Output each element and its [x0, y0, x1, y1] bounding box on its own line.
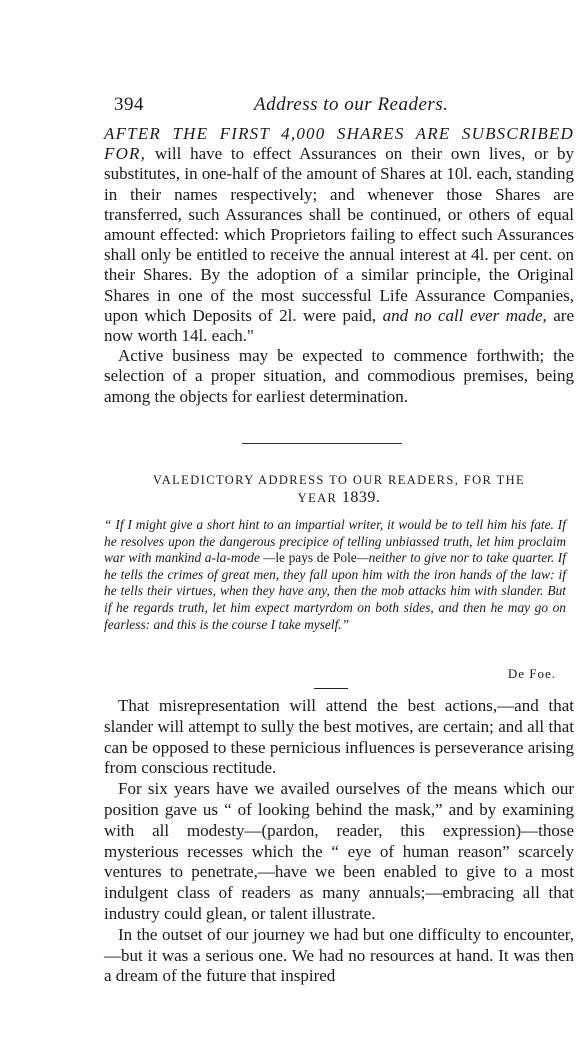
heading-year: 1839.	[341, 489, 381, 506]
paragraph-text-end: are now worth 14l. each."	[104, 305, 575, 346]
epigraph-attribution: De Foe.	[507, 666, 556, 681]
address-paragraph-3: In the outset of our journey we had but one difficulty to encounter,—but it was a serious one. We had no resources at hand. It was then a dream of the future that inspired	[104, 924, 574, 986]
section-heading	[104, 471, 574, 507]
short-divider	[314, 688, 348, 689]
paragraph-text: will have to effect Assurances on their own lives, or by substitutes, in one-half of the amount of Shares at 10l. each, standing in their names respectively; and whenever those Shares are transferred, such Assurances shall be continued, or others of equal amount effected: which Proprietors failing to effect such Assurances shall only be entitled to receive the annual interest at 4l. per cent. on their Shares. By the adoption of a similar principle, the Original Shares in one of the most successful Life Assurance Companies, upon which Deposits of 2l. were paid,	[104, 144, 574, 325]
epigraph-text-2: —neither to give nor to take quarter. If he tells the crimes of great men, they fall upon him with the iron hands of the law: if he tells their virtues, when they have any, then the mob attacks him with slander. But if he regards truth, let him expect martyrdom on both sides, and then he may go on fearless: and this is the course I take myself.”	[104, 550, 566, 632]
heading-line-1: VALEDICTORY ADDRESS TO OUR READERS, FOR THE	[152, 473, 526, 487]
prospectus-paragraph-1	[104, 124, 574, 346]
address-body	[104, 696, 574, 987]
italic-phrase: and no call ever made,	[382, 305, 547, 325]
address-paragraph-1: That misrepresentation will attend the best actions,—and that slander will attempt to sully the best motives, are certain; and all that can be opposed to these pernicious influences is perseverance arising from conscious rectitude.	[104, 696, 574, 778]
heading-line-2	[104, 489, 574, 507]
subscription-condition: AFTER THE FIRST 4,000 SHARES ARE SUBSCRIBED FOR,	[104, 124, 574, 164]
running-title: Address to our Readers.	[254, 94, 449, 115]
page-number: 394	[114, 94, 144, 115]
address-paragraph-2: For six years have we availed ourselves of the means which our position gave us “ of looking behind the mask,” and by examining with all modesty—(pardon, reader, this expression)—those mysterious recesses which the “ eye of human reason” scarcely ventures to penetrate,—have we been enabled to give to a most indulgent class of readers as many annuals;—embracing all that industry could glean, or talent illustrate.	[104, 779, 574, 923]
epigraph	[104, 517, 566, 633]
prospectus-section	[104, 124, 574, 407]
section-divider	[242, 443, 402, 444]
epigraph-text-1: “ If I might give a short hint to an impartial writer, it would be to tell him his fate. If he resolves upon the dangerous precipice of telling unbiassed truth, let him proclaim war with mankind a-la-mode —	[104, 517, 566, 566]
running-head	[104, 94, 574, 118]
heading-year-label: YEAR	[297, 491, 342, 505]
epigraph-upright-phrase: le pays de Pole	[275, 550, 357, 566]
prospectus-paragraph-2: Active business may be expected to commence forthwith; the selection of a proper situation, and commodious premises, being among the objects for earliest determination.	[104, 346, 574, 406]
